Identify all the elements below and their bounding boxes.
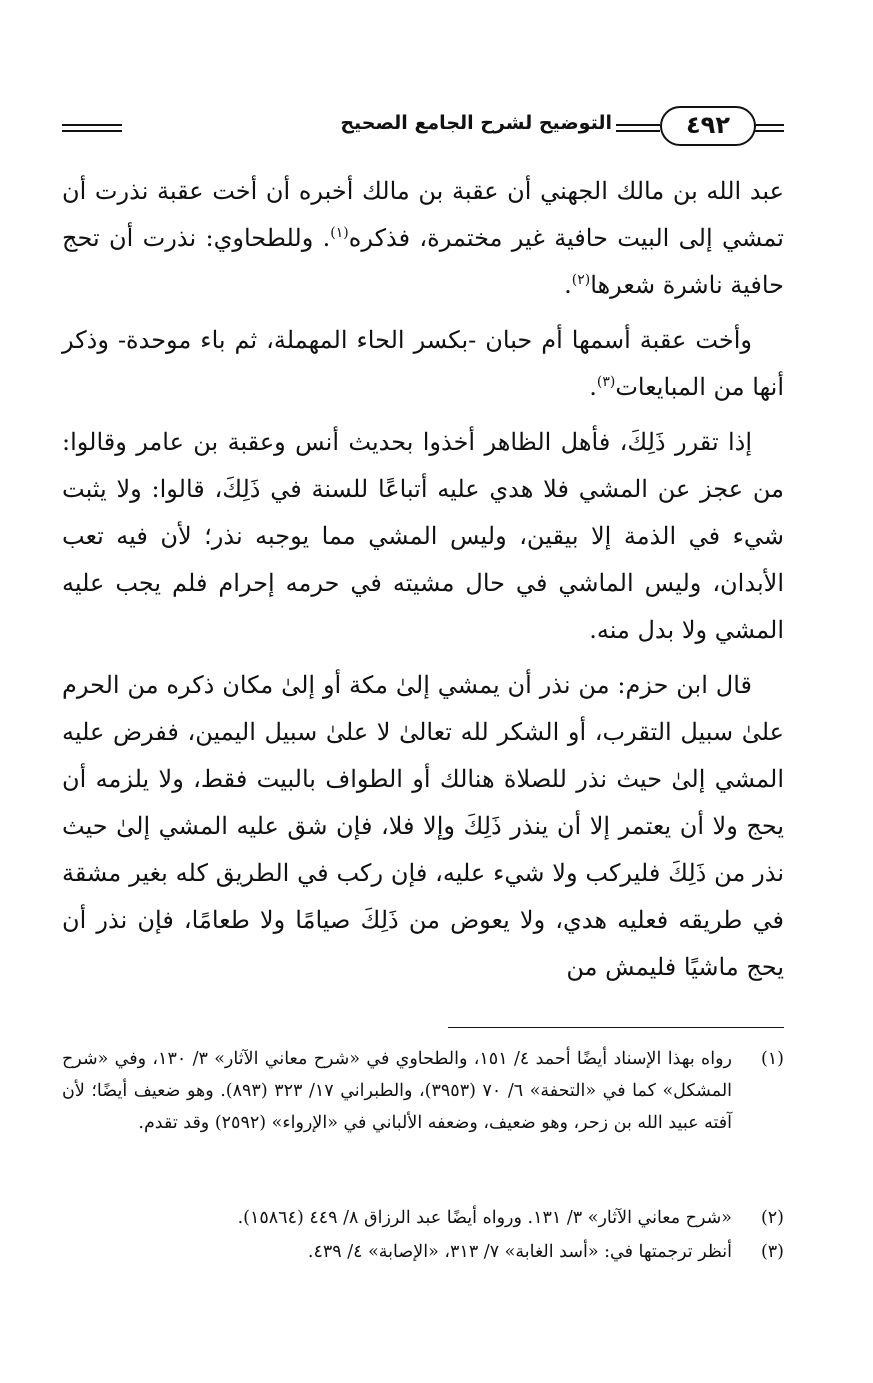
running-title: التوضيح لشرح الجامع الصحيح: [340, 112, 612, 134]
text-line: . وللطحاوي: نذرت أن: [109, 224, 331, 252]
paragraph: [62, 317, 784, 411]
footnote-ref[interactable]: (٢): [571, 272, 591, 288]
header-rule: [754, 130, 784, 132]
footnote-number: (٢): [760, 1208, 784, 1228]
footnote: [62, 1236, 784, 1268]
paragraph: [62, 168, 784, 309]
footnote-number: (١): [760, 1049, 784, 1069]
text-line: تحج حافية ناشرة شعرها: [62, 224, 784, 299]
punctuation: .: [564, 271, 572, 299]
footnote-ref[interactable]: (١): [330, 225, 349, 241]
text-line: وذكر أنها من المبايعات: [62, 326, 784, 401]
footnote-text: أنظر ترجمتها في: «أسد الغابة» ٧/ ٣١٣، «الإصابة» ٤/ ٤٣٩.: [307, 1242, 732, 1262]
footnote: [62, 1043, 784, 1139]
text-line: تمشي إلى البيت حافية غير مختمرة، فذكره: [348, 224, 784, 252]
footnote-ref[interactable]: (٣): [596, 374, 616, 390]
header-rule: [616, 130, 660, 132]
header-rule: [754, 124, 784, 126]
paragraph: إذا تقرر ذَلِكَ، فأهل الظاهر أخذوا بحديث أنس وعقبة بن عامر وقالوا: من عجز عن المشي فلا هدي عليه أتباعًا للسنة في ذَلِكَ، قالوا: ولا يثبت شيء في الذمة إلا بيقين، وليس المشي مما يوجبه نذر؛ لأن فيه تعب الأبدان، وليس الماشي في حال مشيته في حرمه إحرام فلم يجب عليه المشي ولا بدل منه.: [62, 428, 784, 644]
header-rule: [62, 130, 122, 132]
text-line: عبد الله بن مالك الجهني أن عقبة بن مالك أخبره أن أخت عقبة نذرت أن: [62, 177, 784, 205]
footnote-number: (٣): [760, 1242, 784, 1262]
paragraph: قال ابن حزم: من نذر أن يمشي إلىٰ مكة أو إلىٰ مكان ذكره من الحرم علىٰ سبيل التقرب، أو الشكر لله تعالىٰ لا علىٰ سبيل اليمين، ففرض عليه المشي إلىٰ حيث نذر للصلاة هنالك أو الطواف بالبيت فقط، ولا يلزمه أن يحج ولا أن يعتمر إلا أن ينذر ذَلِكَ وإلا فلا، فإن شق عليه المشي إلىٰ حيث نذر من ذَلِكَ فليركب ولا شيء عليه، فإن ركب في الطريق كله بغير مشقة في طريقه فعليه هدي، ولا يعوض من ذَلِكَ صيامًا ولا طعامًا، فإن نذر أن يحج ماشيًا فليمش من: [62, 671, 784, 981]
header-rule: [616, 124, 660, 126]
main-text: [62, 168, 784, 999]
header-rule: [62, 124, 122, 126]
page-header: [62, 100, 784, 156]
footnote-text: رواه بهذا الإسناد أيضًا أحمد ٤/ ١٥١، والطحاوي في «شرح معاني الآثار» ٣/ ١٣٠، وفي «شرح المشكل» كما في «التحفة» ٦/ ٧٠ (٣٩٥٣)، والطبراني ١٧/ ٣٢٣ (٨٩٣). وهو ضعيف أيضًا؛ لأن آفته عبيد الله بن زحر، وهو ضعيف، وضعفه الألباني في «الإرواء» (٢٥٩٢) وقد تقدم.: [62, 1049, 733, 1133]
punctuation: .: [589, 373, 597, 401]
footnote: [62, 1202, 784, 1234]
footnote-text: «شرح معاني الآثار» ٣/ ١٣١. ورواه أيضًا عبد الرزاق ٨/ ٤٤٩ (١٥٨٦٤).: [237, 1208, 732, 1228]
page-number: ٤٩٢: [660, 106, 756, 146]
text-line: وأخت عقبة أسمها أم حبان -بكسر الحاء المهملة، ثم باء موحدة-: [117, 326, 752, 354]
footnote-separator: [448, 1027, 784, 1028]
